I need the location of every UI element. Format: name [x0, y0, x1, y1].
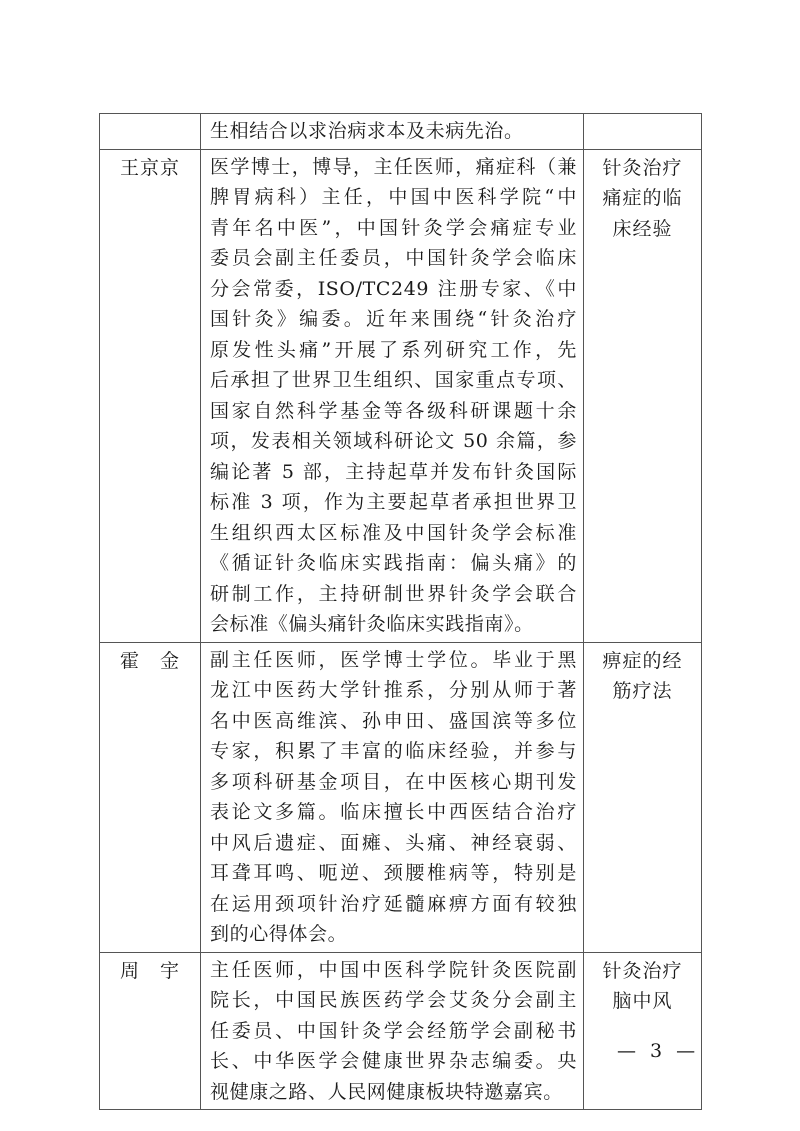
topic-line: 痛症的临	[602, 187, 683, 209]
bio-line: 主任医师，中国中医科学院针灸医院副	[210, 958, 577, 981]
table-row	[100, 149, 702, 642]
bio-line: 耳聋耳鸣、呃逆、颈腰椎病等，特别是	[210, 862, 577, 884]
bio-line: 表论文多篇。临床擅长中西医结合治疗	[210, 801, 577, 823]
bio-line: 副主任医师，医学博士学位。毕业于黑	[210, 648, 577, 671]
bio-line: 长、中华医学会健康世界杂志编委。央	[210, 1050, 577, 1072]
bio-line: 国针灸》编委。近年来围绕“针灸治疗	[210, 308, 577, 330]
bio-line: 原发性头痛”开展了系列研究工作，先	[210, 338, 577, 361]
bio-line: 在运用颈项针治疗延髓麻痹方面有较独	[210, 892, 577, 915]
bio-line: 医学博士，博导，主任医师，痛症科（兼	[210, 155, 577, 178]
bio-line: 视健康之路、人民网健康板块特邀嘉宾。	[210, 1080, 563, 1103]
bio-line: 多项科研基金项目，在中医核心期刊发	[210, 770, 577, 793]
expert-name-cell	[100, 952, 201, 1110]
bio-line: 专家，积累了丰富的临床经验，并参与	[210, 740, 577, 762]
topic-line: 筋疗法	[612, 680, 673, 702]
table-row	[100, 114, 702, 150]
bio-line: 青年名中医”，中国针灸学会痛症专业	[210, 216, 577, 239]
bio-line: 任委员、中国针灸学会经筋学会副秘书	[210, 1019, 577, 1042]
topic-line: 脑中风	[612, 990, 673, 1012]
bio-line: 委员会副主任委员，中国针灸学会临床	[210, 247, 577, 269]
expert-name: 霍 金	[119, 649, 180, 672]
lecture-topic-cell	[584, 642, 702, 952]
bio-line: 生组织西太区标准及中国针灸学会标准	[210, 521, 577, 544]
bio-line: 会标准《偏头痛针灸临床实践指南》。	[210, 613, 534, 635]
bio-line: 研制工作，主持研制世界针灸学会联合	[210, 582, 577, 605]
bio-line: 生相结合以求治病求本及未病先治。	[210, 120, 524, 142]
bio-line: 《循证针灸临床实践指南：偏头痛》的	[210, 552, 577, 574]
bio-line: 分会常委，ISO/TC249 注册专家、《中	[210, 277, 577, 300]
expert-bio-cell	[201, 114, 584, 150]
topic-line: 针灸治疗	[602, 156, 683, 179]
page-number: — 3 —	[617, 1040, 700, 1062]
bio-line: 编论著 5 部，主持起草并发布针灸国际	[210, 460, 577, 483]
expert-bio-cell	[201, 149, 584, 642]
expert-name-cell	[100, 114, 201, 150]
lecture-topic-cell	[584, 149, 702, 642]
topic-line: 针灸治疗	[602, 959, 683, 982]
expert-bio-cell	[201, 642, 584, 952]
bio-line: 国家自然科学基金等各级科研课题十余	[210, 399, 577, 422]
table-row	[100, 642, 702, 952]
bio-line: 到的心得体会。	[210, 923, 348, 945]
lecture-topic-cell	[584, 952, 702, 1110]
bio-line: 中风后遗症、面瘫、头痛、神经衰弱、	[210, 831, 577, 854]
table-body	[100, 114, 702, 1110]
bio-line: 龙江中医药大学针推系，分别从师于著	[210, 679, 577, 701]
bio-line: 项，发表相关领域科研论文 50 余篇，参	[210, 430, 577, 452]
expert-name-cell	[100, 149, 201, 642]
table-row	[100, 952, 702, 1110]
topic-line: 痹症的经	[602, 649, 683, 672]
expert-name: 周 宇	[119, 959, 180, 982]
lecture-topic-cell	[584, 114, 702, 150]
experts-table	[99, 113, 702, 1110]
topic-line: 床经验	[612, 217, 673, 240]
expert-name: 王京京	[119, 156, 180, 179]
bio-line: 后承担了世界卫生组织、国家重点专项、	[210, 369, 577, 391]
bio-line: 院长，中国民族医药学会艾灸分会副主	[210, 989, 577, 1011]
bio-line: 脾胃病科）主任，中国中医科学院“中	[210, 186, 577, 208]
bio-line: 名中医高维滨、孙申田、盛国滨等多位	[210, 709, 577, 732]
expert-name-cell	[100, 642, 201, 952]
bio-line: 标准 3 项，作为主要起草者承担世界卫	[210, 491, 577, 513]
expert-bio-cell	[201, 952, 584, 1110]
